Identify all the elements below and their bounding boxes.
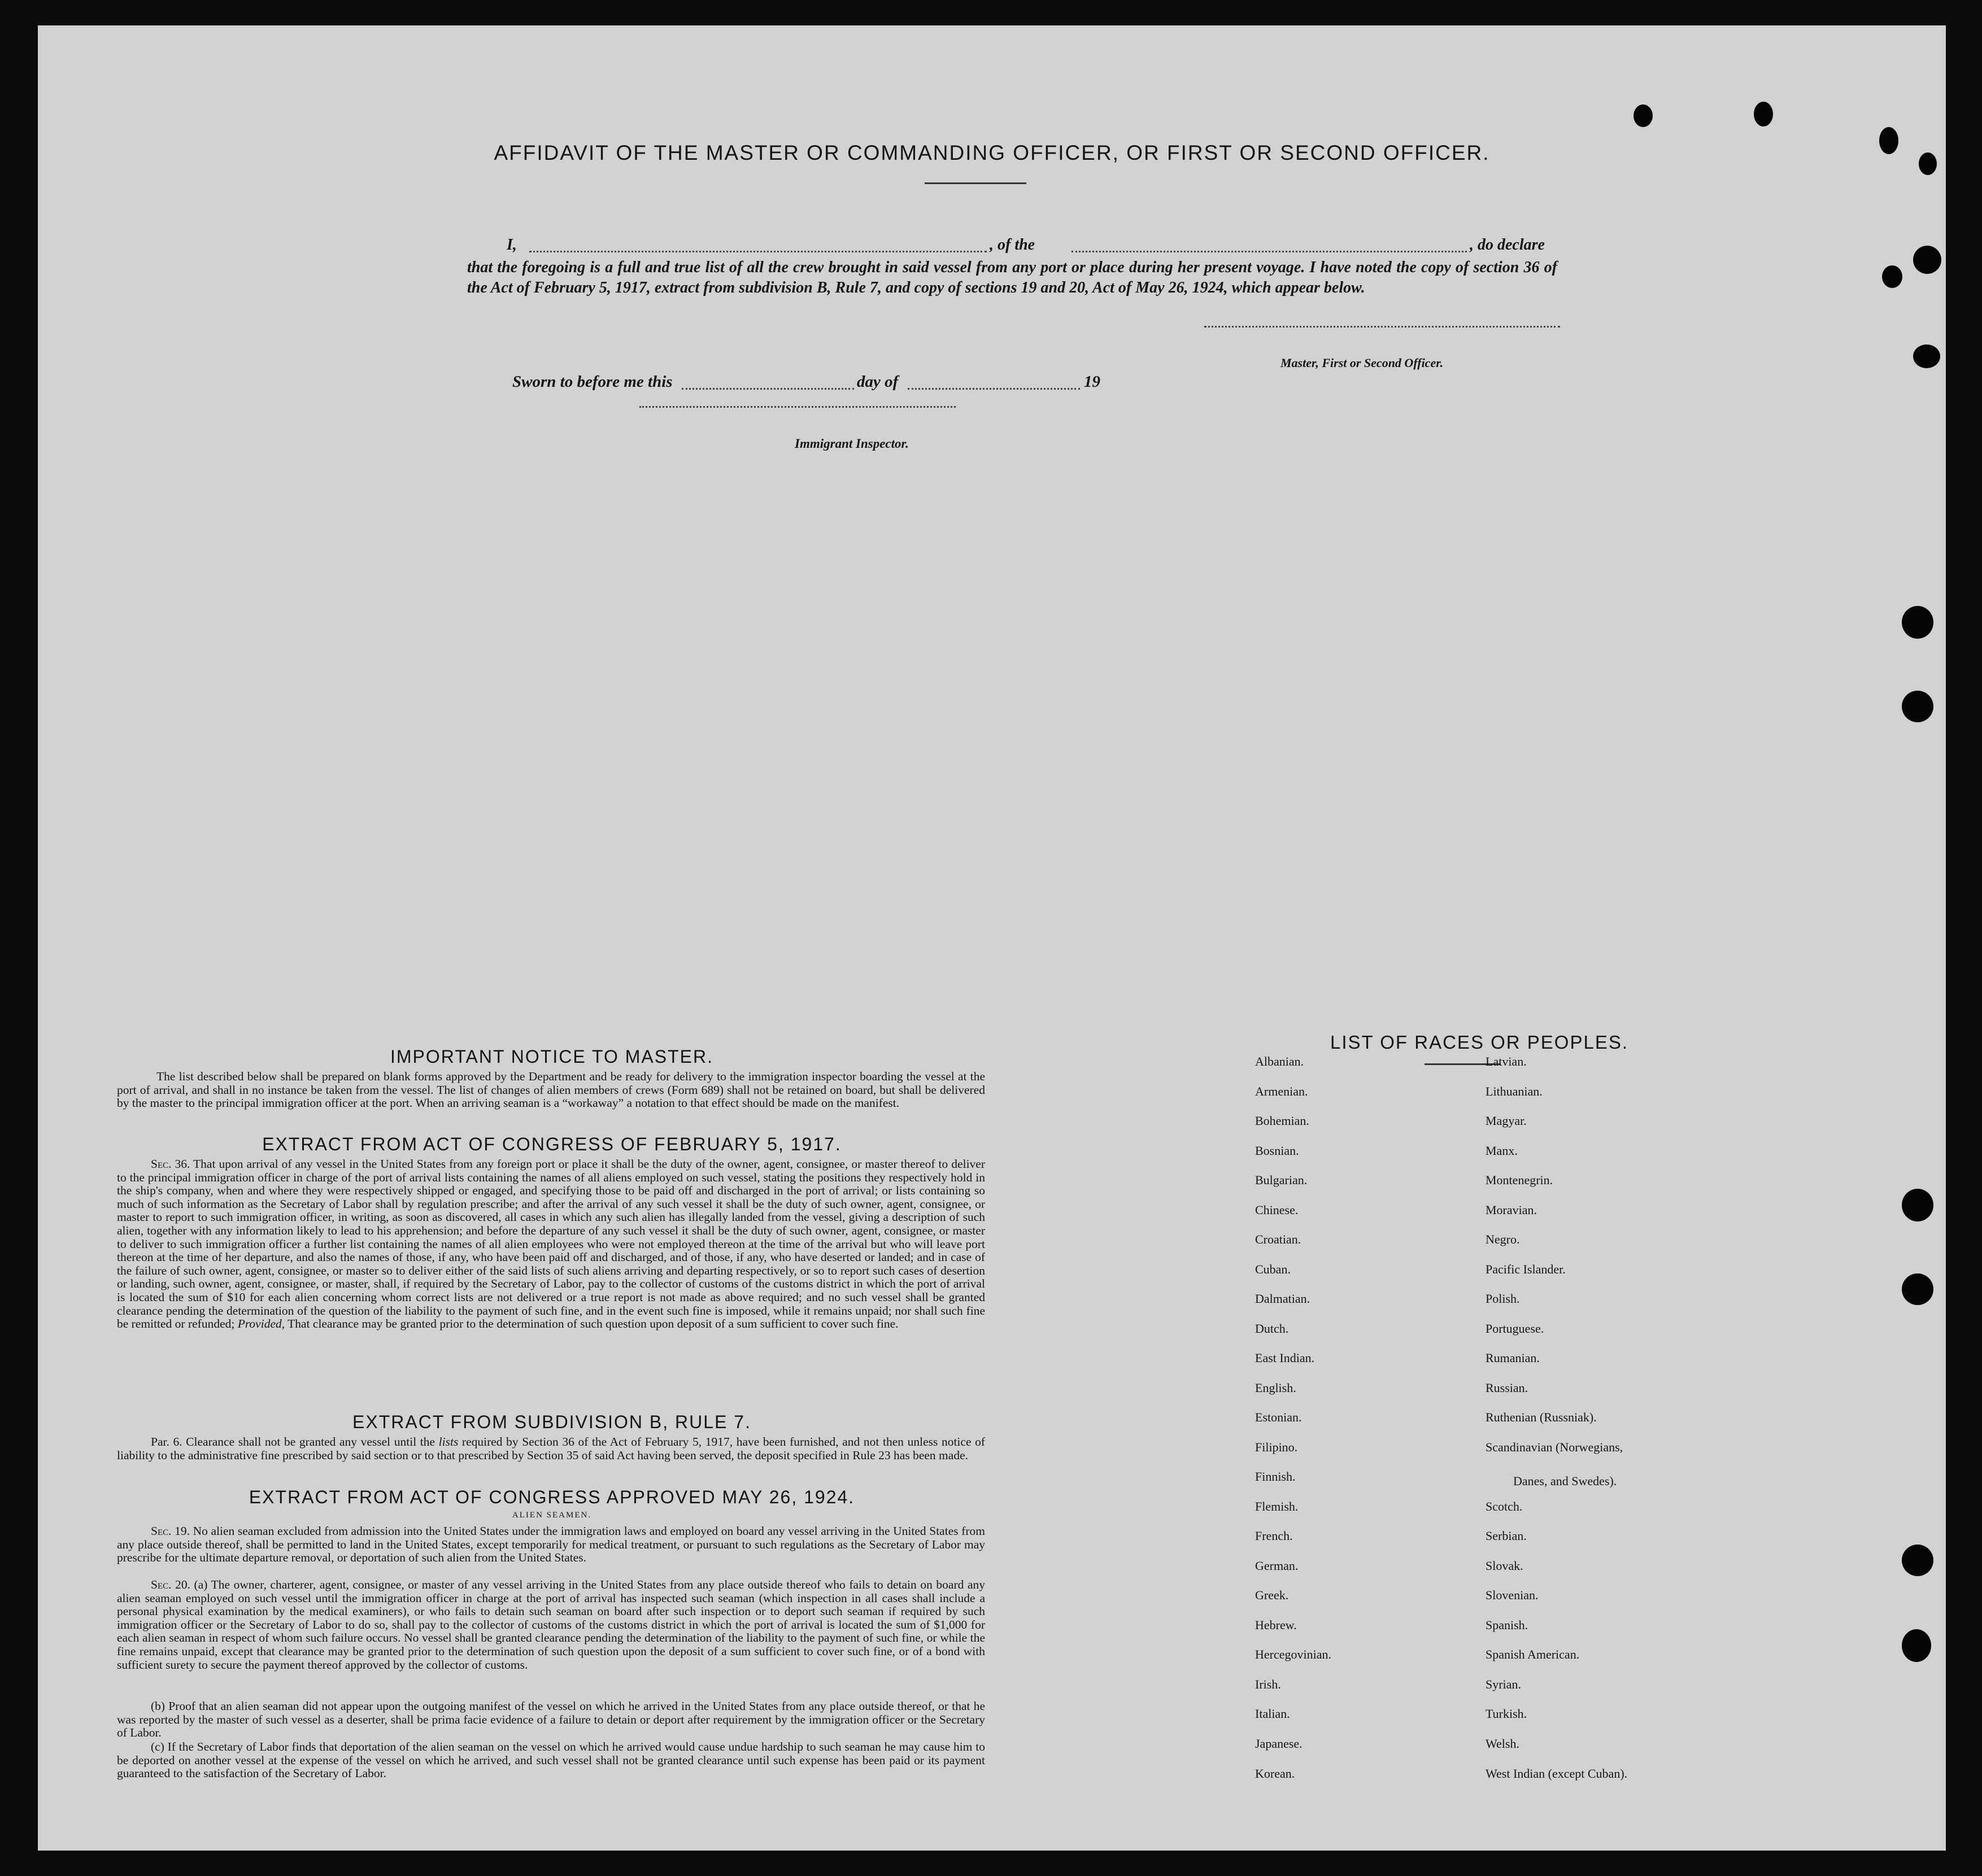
race-item: Scotch.	[1486, 1499, 1523, 1513]
punch-hole	[1882, 265, 1902, 288]
alien-seamen-subtitle: ALIEN SEAMEN.	[512, 1511, 592, 1520]
race-item: Estonian.	[1255, 1410, 1302, 1424]
sworn-day-field[interactable]	[682, 388, 854, 390]
notice-body: The list described below shall be prepared on blank forms approved by the Department and be ready for delivery to the immigration inspector boarding the vessel at the port of arrival, and shall in no instance be taken from the vessel. The list of changes of alien members of crews (Form 689) shall not be retained on board, but shall be delivered by the master to the principal immigration officer at the port. When an arriving seaman is a “workaway” a notation to that effect should be made on the manifest.	[117, 1070, 985, 1110]
punch-hole	[1913, 246, 1941, 274]
extract-1917-body	[117, 1158, 985, 1331]
race-item: Dalmatian.	[1255, 1292, 1310, 1306]
race-item: Spanish.	[1486, 1618, 1528, 1632]
section-20a-body	[117, 1578, 985, 1672]
punch-hole	[1913, 344, 1940, 368]
race-item: West Indian (except Cuban).	[1486, 1766, 1628, 1781]
section-20-label: Sec. 20.	[151, 1578, 190, 1591]
race-item: Hercegovinian.	[1255, 1647, 1331, 1661]
race-item: Cuban.	[1255, 1262, 1291, 1276]
document-page	[38, 25, 1946, 1851]
race-item: Flemish.	[1255, 1499, 1299, 1513]
sworn-prefix: Sworn to before me this	[512, 373, 673, 391]
race-item: Irish.	[1255, 1677, 1281, 1691]
race-item: Croatian.	[1255, 1232, 1301, 1246]
race-item: Russian.	[1486, 1381, 1528, 1395]
proviso-text: That clearance may be granted prior to the determination of such question upon deposit of a sum sufficient to cover such fine.	[288, 1317, 899, 1331]
punch-hole	[1902, 691, 1933, 722]
race-item: German.	[1255, 1559, 1299, 1573]
sworn-month-field[interactable]	[908, 388, 1080, 390]
race-item: Korean.	[1255, 1766, 1295, 1781]
race-item: East Indian.	[1255, 1351, 1315, 1365]
race-item: Dutch.	[1255, 1321, 1289, 1336]
declarant-label: I,	[507, 236, 517, 254]
punch-hole	[1902, 606, 1933, 639]
race-item: Moravian.	[1486, 1203, 1537, 1217]
extract-1917-title: EXTRACT FROM ACT OF CONGRESS OF FEBRUARY 5, 1917.	[262, 1134, 842, 1154]
section-19-text: No alien seaman excluded from admission into the United States under the immigration laws and employed on board any vessel arriving in the United States from any place outside thereof, shall be permitted to land in the United States, except temporarily for medical treatment, or pursuant to such regulations as the Secretary of Labor may prescribe for the ultimate departure removal, or deportation of such alien from the United States.	[117, 1524, 986, 1565]
do-declare-label: , do declare	[1470, 236, 1545, 254]
race-item: Slovak.	[1486, 1559, 1523, 1573]
race-item: English.	[1255, 1381, 1296, 1395]
punch-hole	[1902, 1273, 1933, 1305]
declarant-name-field[interactable]	[529, 251, 987, 252]
race-item: Filipino.	[1255, 1440, 1298, 1454]
punch-hole	[1902, 1629, 1931, 1662]
race-item: Magyar.	[1486, 1114, 1527, 1128]
sworn-year-label: 19	[1084, 373, 1100, 391]
master-signature-line[interactable]	[1204, 324, 1560, 328]
race-item: Japanese.	[1255, 1737, 1303, 1751]
title-underline	[925, 182, 1026, 184]
rule7-text-a: Par. 6. Clearance shall not be granted any vessel until the	[151, 1435, 435, 1449]
race-item: Polish.	[1486, 1292, 1520, 1306]
section-20c-body: (c) If the Secretary of Labor finds that deportation of the alien seaman on the vessel on which he arrived would cause undue hardship to such seaman he may cause him to be deported on another vessel at the expense of the vessel on which he arrived, and such vessel shall not be granted clearance until such expense has been paid or its payment guaranteed to the satisfaction of the Secretary of Labor.	[117, 1740, 985, 1781]
race-item: Pacific Islander.	[1486, 1262, 1566, 1276]
race-item: Welsh.	[1486, 1737, 1519, 1751]
race-item: French.	[1255, 1529, 1293, 1543]
race-item: Slovenian.	[1486, 1588, 1539, 1602]
race-item: Portuguese.	[1486, 1321, 1544, 1336]
races-list-title: LIST OF RACES OR PEOPLES.	[1330, 1032, 1629, 1053]
race-item: Serbian.	[1486, 1529, 1527, 1543]
section-36-text: That upon arrival of any vessel in the United States from any foreign port or place it shall be the duty of the owner, agent, consignee, or master thereof to deliver to the principal immigration officer in charge of the port of arrival lists containing the names of all aliens employed on such vessel, stating the positions they respectively hold in the ship's company, when and where they were respectively shipped or engaged, and specifying those to be paid off and discharged in the port of arrival; or lists containing so much of such information as the Secretary of Labor shall by regulation prescribe; and after the arrival of any such vessel it shall be the duty of such owner, agent, consignee, or master to report to such immigration officer, in writing, as soon as discovered, all cases in which any such alien has illegally landed from the vessel, giving a description of such alien, together with any information likely to lead to his apprehension; and before the departure of any such vessel it shall be the duty of such owner, agent, consignee, or master to deliver to such immigration officer a further list containing the names of all alien employees who were not employed thereon at the time of the arrival but who will leave port thereon at the time of her departure, and also the names of those, if any, who have been paid off and discharged, and of those, if any, who have deserted or landed; and in case of the failure of such owner, agent, consignee, or master so to deliver either of the said lists of such aliens arriving and departing respectively, or so to report such cases of desertion or landing, such owner, agent, consignee, or master, shall, if required by the Secretary of Labor, pay to the collector of customs of the customs district in which the port of arrival is located the sum of $10 for each alien concerning whom correct lists are not delivered or a true report is not made as above required; and no such vessel shall be granted clearance pending the determination of the question of the liability to the payment of such fine, and in the event such fine is imposed, while it remains unpaid; nor shall such fine be remitted or refunded;	[117, 1157, 985, 1331]
race-item: Negro.	[1486, 1232, 1520, 1246]
race-item: Bohemian.	[1255, 1114, 1309, 1128]
vessel-name-field[interactable]	[1071, 251, 1467, 252]
inspector-signature-line[interactable]	[639, 404, 956, 408]
proviso-label: Provided,	[237, 1317, 285, 1331]
of-the-label: , of the	[990, 236, 1035, 254]
inspector-caption: Immigrant Inspector.	[795, 437, 909, 451]
extract-rule7-title: EXTRACT FROM SUBDIVISION B, RULE 7.	[352, 1412, 751, 1432]
race-item: Bosnian.	[1255, 1144, 1299, 1158]
sworn-day-of-label: day of	[857, 373, 899, 391]
race-item: Chinese.	[1255, 1203, 1299, 1217]
section-19-label: Sec. 19.	[151, 1524, 190, 1538]
affidavit-declaration-line	[507, 236, 1557, 259]
section-20b-body: (b) Proof that an alien seaman did not appear upon the outgoing manifest of the vessel on which he arrived in the United States from any place outside thereof, or that he was reported by the master of such vessel as a deserter, shall be prima facie evidence of a failure to detain or deport after requirement by the immigration officer or the Secretary of Labor.	[117, 1699, 985, 1740]
rule7-lists-word: lists	[438, 1435, 459, 1449]
extract-rule7-body	[117, 1436, 985, 1462]
race-item-continuation: Danes, and Swedes).	[1513, 1474, 1617, 1488]
race-item: Syrian.	[1486, 1677, 1521, 1691]
extract-1924-title: EXTRACT FROM ACT OF CONGRESS APPROVED MAY 26, 1924.	[249, 1487, 855, 1507]
notice-title: IMPORTANT NOTICE TO MASTER.	[390, 1046, 713, 1067]
race-item: Turkish.	[1486, 1707, 1527, 1721]
race-item: Scandinavian (Norwegians,	[1486, 1440, 1623, 1454]
race-item: Lithuanian.	[1486, 1084, 1543, 1098]
sworn-line	[512, 373, 1190, 395]
race-item: Spanish American.	[1486, 1647, 1580, 1661]
race-item: Hebrew.	[1255, 1618, 1297, 1632]
punch-hole	[1754, 102, 1773, 126]
race-item: Albanian.	[1255, 1054, 1304, 1068]
race-item: Italian.	[1255, 1707, 1290, 1721]
punch-hole	[1902, 1545, 1933, 1576]
race-item: Manx.	[1486, 1144, 1518, 1158]
race-item: Ruthenian (Russniak).	[1486, 1410, 1597, 1424]
race-item: Greek.	[1255, 1588, 1289, 1602]
race-item: Montenegrin.	[1486, 1173, 1553, 1187]
master-signature-caption: Master, First or Second Officer.	[1280, 356, 1444, 370]
race-item: Latvian.	[1486, 1054, 1527, 1068]
section-36-label: Sec. 36.	[151, 1157, 190, 1171]
rule7-text-b: required by Section 36 of the Act of February 5, 1917, have been furnished, and not then unless notice of liability to the administrative fine prescribed by said section or to that prescribed by Section 35 of said Act having been served, the deposit specified in Rule 23 has been made.	[117, 1435, 986, 1462]
race-item: Armenian.	[1255, 1084, 1308, 1098]
race-item: Rumanian.	[1486, 1351, 1540, 1365]
affidavit-declaration-text: that the foregoing is a full and true list of all the crew brought in said vessel from any port or place during her present voyage. I have noted the copy of section 36 of the Act of February 5, 1917, extract from subdivision B, Rule 7, and copy of sections 19 and 20, Act of May 26, 1924, which appear below.	[467, 259, 1557, 296]
race-item: Bulgarian.	[1255, 1173, 1308, 1187]
punch-hole	[1902, 1189, 1933, 1221]
race-item: Finnish.	[1255, 1469, 1296, 1484]
section-19-body	[117, 1525, 985, 1565]
section-20a-text: (a) The owner, charterer, agent, consignee, or master of any vessel arriving in the United States from any place outside thereof who fails to detain on board any alien seaman employed on such vessel until the immigration officer in charge at the port of arrival has inspected such seaman (which inspection in all cases shall include a personal physical examination by the medical examiners), or who fails to detain such seaman on board after such inspection or to deport such seaman if required by such immigration officer or the Secretary of Labor to do so, shall pay to the collector of customs of the customs district in which the port of arrival is located the sum of $1,000 for each alien seaman in respect of whom such failure occurs. No vessel shall be granted clearance pending the determination of the liability to the payment of such fine, or while the fine remains unpaid, except that clearance may be granted prior to the determination of such question upon the deposit of a sum sufficient to cover such fine, or of a bond with sufficient surety to secure the payment thereof approved by the collector of customs.	[117, 1578, 985, 1672]
punch-hole	[1633, 104, 1653, 127]
affidavit-title: AFFIDAVIT OF THE MASTER OR COMMANDING OFFICER, OR FIRST OR SECOND OFFICER.	[494, 141, 1490, 164]
